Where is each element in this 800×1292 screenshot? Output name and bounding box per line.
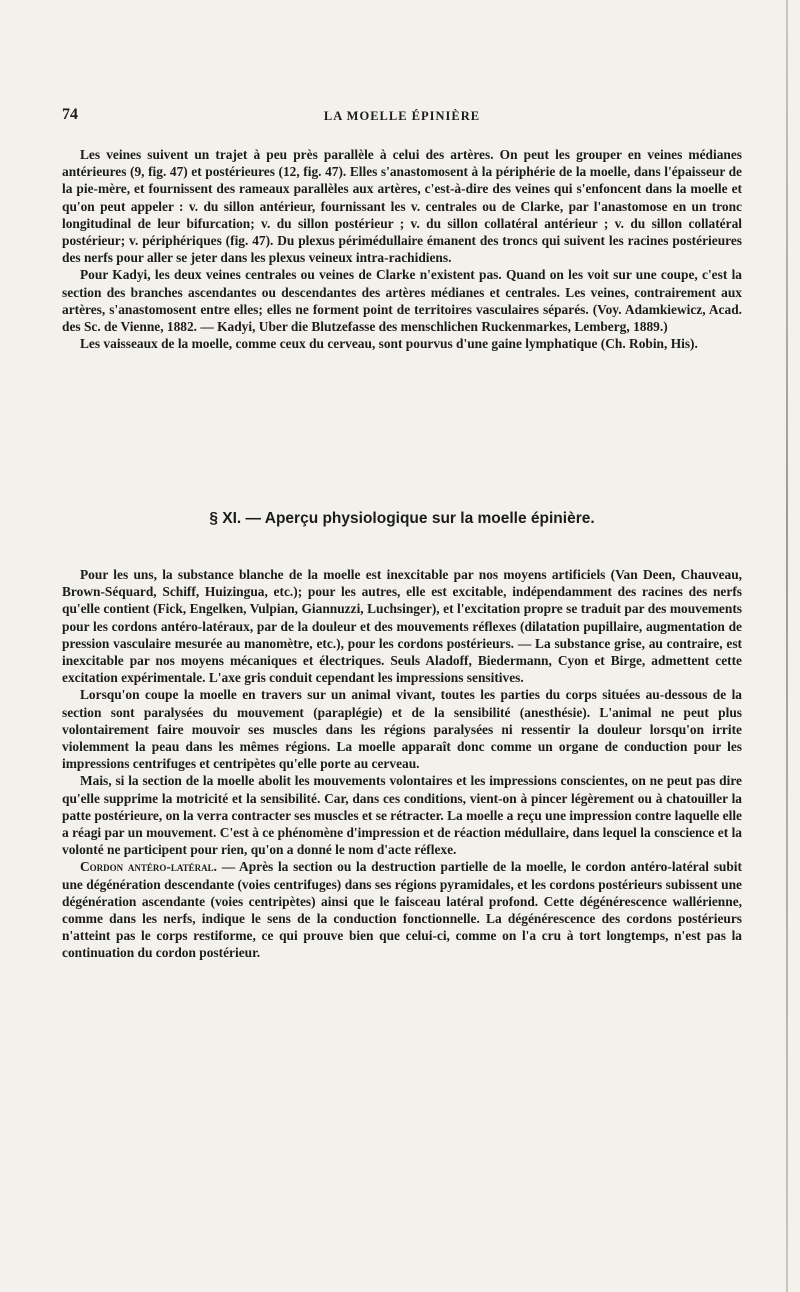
paragraph: Pour Kadyi, les deux veines centrales ou veines de Clarke n'existent pas. Quand on les voit sur une coupe, c'est la section des branches ascendantes ou descendantes des artères médianes et centrales. Les veines, contrairement aux artères, s'anastomosent entre elles; elles ne forment point de territoires vasculaires séparés. (Voy. Adamkiewicz, Acad. des Sc. de Vienne, 1882. — Kadyi, Uber die Blutzefasse des menschlichen Ruckenmarkes, Lemberg, 1889.): [62, 267, 742, 335]
paragraph: Les vaisseaux de la moelle, comme ceux du cerveau, sont pourvus d'une gaine lymphatique (Ch. Robin, His).: [80, 336, 698, 352]
page-edge-shadow: [786, 0, 788, 1292]
paragraph-text: — Après la section ou la destruction partielle de la moelle, le cordon antéro-latéral subit une dégénération descendante (voies centrifuges) dans ses régions pyramidales, et les cordons postérieurs subissent une dégénération ascendante (voies centripètes) ainsi que le faisceau latéral profond. Cette dégénérescence wallérienne, comme dans les nerfs, indique le sens de la conduction fonctionnelle. La dégénérescence des cordons postérieurs n'atteint pas le corps restiforme, ce qui prouve bien que celui-ci, comme on l'a cru à tort longtemps, n'est pas la continuation du cordon postérieur.: [62, 859, 742, 961]
section-heading: § XI. — Aperçu physiologique sur la moelle épinière.: [209, 510, 595, 527]
paragraph: Pour les uns, la substance blanche de la moelle est inexcitable par nos moyens artificiels (Van Deen, Chauveau, Brown-Séquard, Schiff, Huizingua, etc.); pour les autres, elle est excitable, indépendamment des racines des nerfs qu'elle contient (Fick, Engelken, Vulpian, Giannuzzi, Luchsinger), et l'excitation propre se traduit par des mouvements pour les cordons antéro-latéraux, par de la douleur et des mouvements réflexes (dilatation pupillaire, augmentation de pression vasculaire mesurée au manomètre, etc.), pour les cordons postérieurs. — La substance grise, au contraire, est inexcitable par nos moyens mécaniques et électriques. Seuls Aladoff, Biedermann, Cyon et Birge, admettent cette excitation expérimentale. L'axe gris conduit cependant les impressions sensitives.: [62, 567, 742, 686]
paragraph: [62, 858, 742, 961]
page-number: 74: [62, 106, 78, 123]
subsection-label: Cordon antéro-latéral.: [80, 859, 218, 875]
page-header: [62, 106, 742, 130]
running-head: LA MOELLE ÉPINIÈRE: [323, 109, 481, 123]
paragraph: Mais, si la section de la moelle abolit les mouvements volontaires et les impressions conscientes, on ne peut pas dire qu'elle supprime la motricité et la sensibilité. Car, dans ces conditions, vient-on à pincer légèrement ou à chatouiller la patte postérieure, on la verra contracter ses muscles et se rétracter. La moelle a reçu une impression contre laquelle elle a réagi par un mouvement. C'est à ce phénomène d'impression et de réaction médullaire, dans lequel la conscience et la volonté ne participent pour rien, qu'on a donné le nom d'acte réflexe.: [62, 773, 742, 858]
paragraph: Lorsqu'on coupe la moelle en travers sur un animal vivant, toutes les parties du corps situées au-dessous de la section sont paralysées du mouvement (paraplégie) et de la sensibilité (anesthésie). L'animal ne peut plus volontairement faire mouvoir ses muscles dans les régions paralysées ni ressentir la douleur lorsqu'on irrite violemment la peau dans les mêmes régions. La moelle apparaît donc comme un organe de conduction pour les impressions centrifuges et centripètes qu'elle porte au cerveau.: [62, 687, 742, 772]
text-block-physiology: [62, 566, 742, 962]
text-block-veins: [62, 146, 742, 352]
paragraph: Les veines suivent un trajet à peu près parallèle à celui des artères. On peut les grouper en veines médianes antérieures (9, fig. 47) et postérieures (12, fig. 47). Elles s'anastomosent à la périphérie de la moelle, dans l'épaisseur de la pie-mère, et fournissent des rameaux parallèles aux artères, c'est-à-dire des veines qui s'enfoncent dans la moelle et qu'on peut appeler : v. du sillon antérieur, fournissant les v. centrales ou de Clarke, par l'anastomose en un tronc longitudinal de leur bifurcation; v. du sillon postérieur ; v. du sillon collatéral antérieur ; v. du sillon collatéral postérieur; v. périphériques (fig. 47). Du plexus périmédullaire émanent des troncs qui suivent les racines postérieures des nerfs pour aller se jeter dans les plexus veineux intra-rachidiens.: [62, 147, 742, 266]
